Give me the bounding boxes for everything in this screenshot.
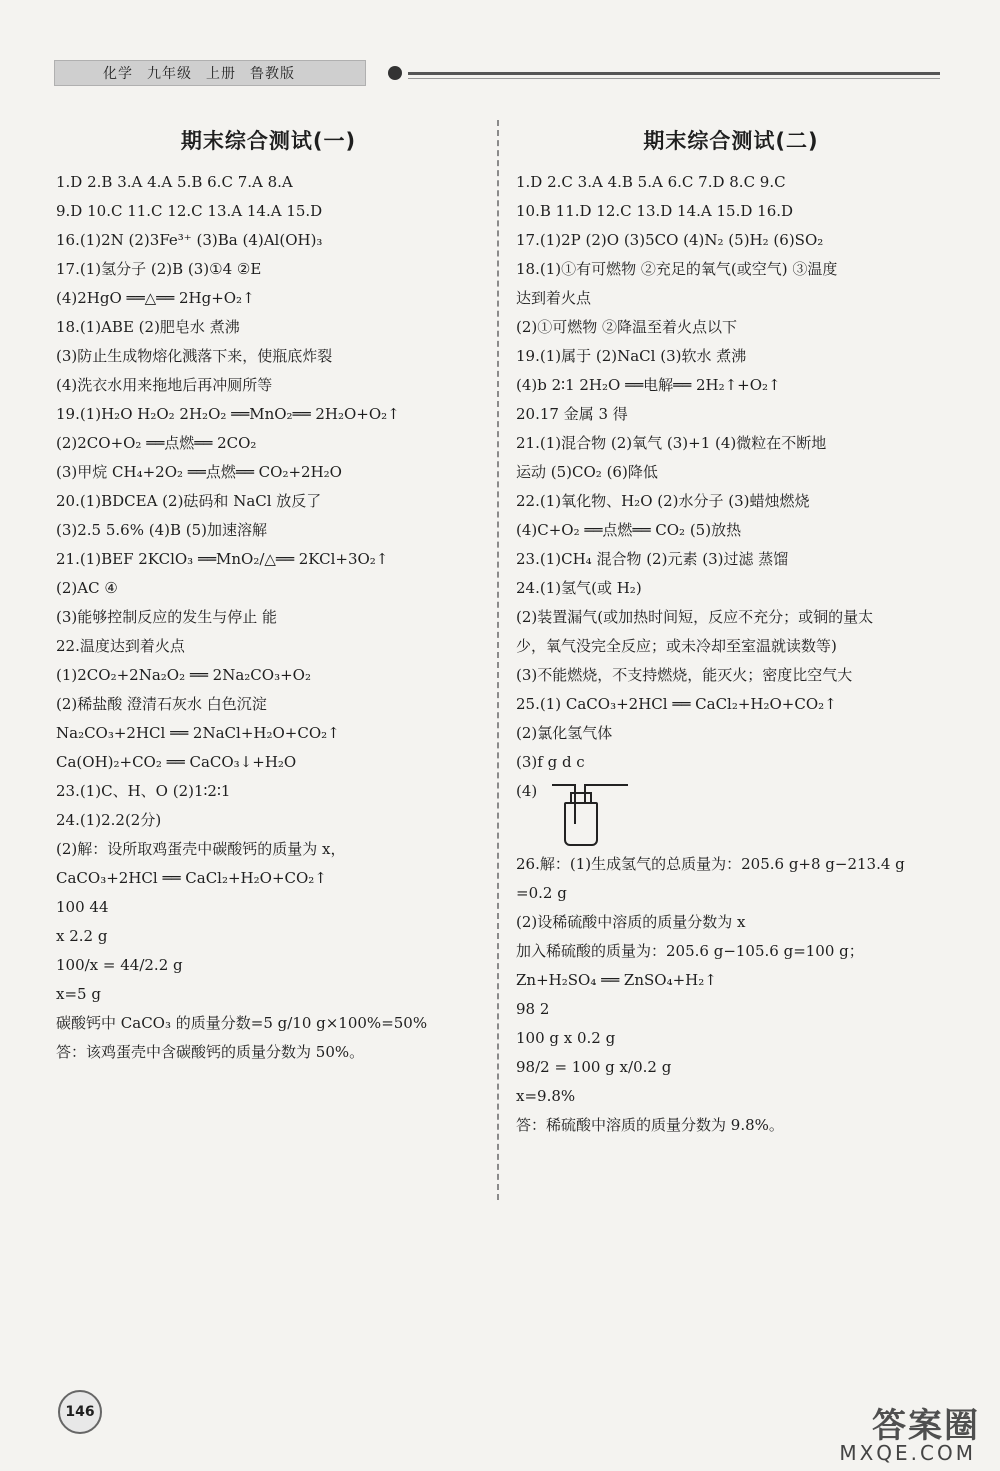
answer-line: 16.(1)2N (2)3Fe³⁺ (3)Ba (4)Al(OH)₃ [56,231,323,249]
answer-line: 24.(1)2.2(2分) [56,811,162,829]
right-title: 期末综合测试(二) [643,129,819,153]
answer-line: (3)能够控制反应的发生与停止 能 [56,608,278,626]
answer-line: 21.(1)BEF 2KClO₃ ══MnO₂/△══ 2KCl+3O₂↑ [56,550,389,568]
answer-line: Ca(OH)₂+CO₂ ══ CaCO₃↓+H₂O [56,753,297,771]
answer-line: (2)稀盐酸 澄清石灰水 白色沉淀 [56,695,267,713]
column-divider [497,120,499,1200]
answer-line: (2)2CO+O₂ ══点燃══ 2CO₂ [56,434,257,452]
answer-line: 98 2 [516,1000,550,1018]
watermark-logo: 答案圈 [872,1406,980,1446]
left-title: 期末综合测试(一) [180,129,357,153]
answer-line: (3)2.5 5.6% (4)B (5)加速溶解 [56,521,268,539]
watermark-url: MXQE.COM [839,1441,976,1465]
header-band [54,60,366,86]
answer-line: 21.(1)混合物 (2)氧气 (3)+1 (4)微粒在不断地 [516,434,827,452]
page-number: 146 [65,1404,95,1420]
left-column [56,124,481,1067]
answer-line: 23.(1)CH₄ 混合物 (2)元素 (3)过滤 蒸馏 [516,550,789,568]
header-rule-thin [408,78,940,79]
gas-washing-bottle-icon [552,782,608,844]
answer-line: 答：稀硫酸中溶质的质量分数为 9.8%。 [516,1116,784,1134]
right-answer-list [516,168,946,806]
answer-line: (1)2CO₂+2Na₂O₂ ══ 2Na₂CO₃+O₂ [56,666,311,684]
answer-line: 25.(1) CaCO₃+2HCl ══ CaCl₂+H₂O+CO₂↑ [516,695,837,713]
answer-line: 24.(1)氢气(或 H₂) [516,579,642,597]
answer-line: (2)设稀硫酸中溶质的质量分数为 x [516,913,746,931]
answer-line: (4)b 2∶1 2H₂O ══电解══ 2H₂↑+O₂↑ [516,376,781,394]
header-edition: 鲁教版 [250,66,295,82]
header-grade: 九年级 [147,66,192,82]
answer-line: 19.(1)H₂O H₂O₂ 2H₂O₂ ══MnO₂══ 2H₂O+O₂↑ [56,405,400,423]
answer-line: (3)不能燃烧，不支持燃烧，能灭火；密度比空气大 [516,666,853,684]
answer-line: 23.(1)C、H、O (2)1∶2∶1 [56,782,231,800]
answer-line: x=5 g [56,985,101,1003]
answer-line: 100 g x 0.2 g [516,1029,616,1047]
answer-line: 98/2 = 100 g x/0.2 g [516,1058,672,1076]
header-volume: 上册 [206,66,236,82]
answer-line: 答：该鸡蛋壳中含碳酸钙的质量分数为 50%。 [56,1043,365,1061]
answer-line: 20.17 金属 3 得 [516,405,628,423]
answer-line: 1.D 2.B 3.A 4.A 5.B 6.C 7.A 8.A [56,173,293,191]
answer-line: (2)装置漏气(或加热时间短，反应不充分；或铜的量太 [516,608,874,626]
answer-line: 18.(1)ABE (2)肥皂水 煮沸 [56,318,240,336]
answer-line: 17.(1)2P (2)O (3)5CO (4)N₂ (5)H₂ (6)SO₂ [516,231,824,249]
page-number-badge [58,1390,102,1434]
answer-line: 加入稀硫酸的质量为：205.6 g−105.6 g=100 g； [516,942,864,960]
answer-line: (2)①可燃物 ②降温至着火点以下 [516,318,738,336]
answer-line: x 2.2 g [56,927,108,945]
answer-line: 1.D 2.C 3.A 4.B 5.A 6.C 7.D 8.C 9.C [516,173,786,191]
answer-line: (4)洗衣水用来拖地后再冲厕所等 [56,376,273,394]
answer-line: 100 44 [56,898,109,916]
answer-line: 运动 (5)CO₂ (6)降低 [516,463,658,481]
header-rule [408,72,940,75]
answer-line: Zn+H₂SO₄ ══ ZnSO₄+H₂↑ [516,971,717,989]
answer-line: 100/x = 44/2.2 g [56,956,183,974]
answer-line: 20.(1)BDCEA (2)砝码和 NaCl 放反了 [56,492,322,510]
answer-line: 达到着火点 [516,289,592,307]
answer-line: (3)f g d c [516,753,585,771]
answer-line: 10.B 11.D 12.C 13.D 14.A 15.D 16.D [516,202,794,220]
answer-line: 26.解：(1)生成氢气的总质量为：205.6 g+8 g−213.4 g [516,855,905,873]
answer-line: 22.(1)氧化物、H₂O (2)水分子 (3)蜡烛燃烧 [516,492,810,510]
left-answer-list [56,168,481,1067]
answer-line: (3)甲烷 CH₄+2O₂ ══点燃══ CO₂+2H₂O [56,463,342,481]
answer-line: x=9.8% [516,1087,576,1105]
answer-line: (4)2HgO ══△══ 2Hg+O₂↑ [56,289,255,307]
right-column [516,124,946,1140]
answer-line: (4) [516,782,538,800]
right-answer-list-2 [516,850,946,1140]
answer-line: 22.温度达到着火点 [56,637,185,655]
answer-line: 9.D 10.C 11.C 12.C 13.A 14.A 15.D [56,202,323,220]
answer-line: (3)防止生成物熔化溅落下来，使瓶底炸裂 [56,347,333,365]
answer-line: 18.(1)①有可燃物 ②充足的氧气(或空气) ③温度 [516,260,838,278]
answer-line: Na₂CO₃+2HCl ══ 2NaCl+H₂O+CO₂↑ [56,724,340,742]
answer-line: (2)解：设所取鸡蛋壳中碳酸钙的质量为 x， [56,840,346,858]
header-subject: 化学 [103,66,133,82]
answer-line: CaCO₃+2HCl ══ CaCl₂+H₂O+CO₂↑ [56,869,327,887]
answer-line: (4)C+O₂ ══点燃══ CO₂ (5)放热 [516,521,742,539]
answer-line: (2)氯化氢气体 [516,724,613,742]
answer-line: 碳酸钙中 CaCO₃ 的质量分数=5 g/10 g×100%=50% [56,1014,428,1032]
answer-line: 17.(1)氢分子 (2)B (3)①4 ②E [56,260,262,278]
answer-line: =0.2 g [516,884,567,902]
answer-line: (2)AC ④ [56,579,118,597]
header-dot-icon [388,66,402,80]
answer-line: 19.(1)属于 (2)NaCl (3)软水 煮沸 [516,347,747,365]
answer-line: 少，氧气没完全反应；或未冷却至室温就读数等) [516,637,837,655]
